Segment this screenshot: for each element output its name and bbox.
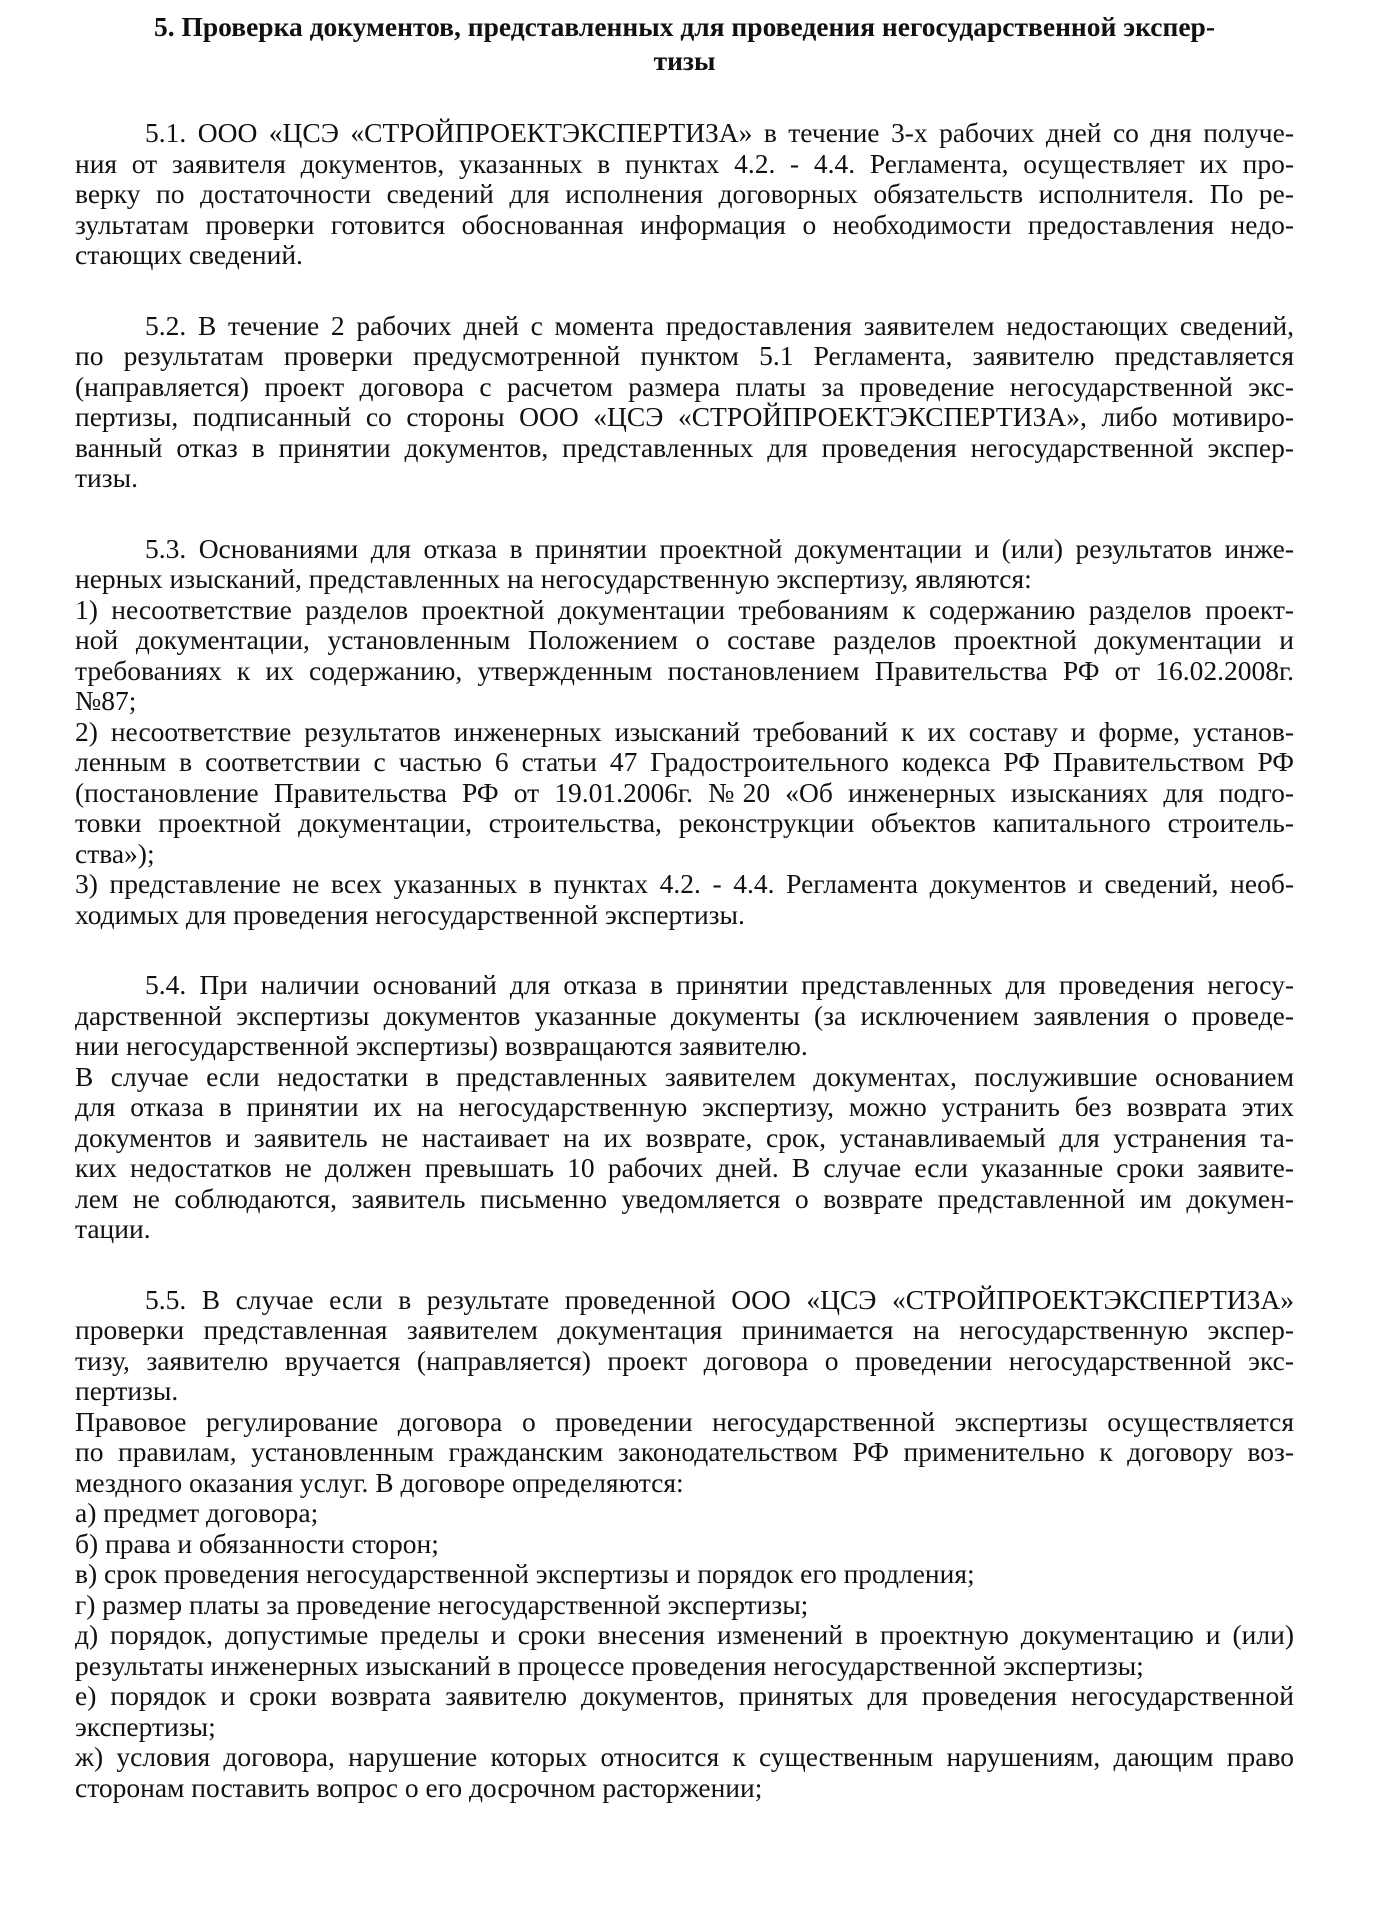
text-line: тации. bbox=[75, 1213, 151, 1244]
paragraph-5-3 bbox=[75, 534, 1294, 931]
list-item-line: е) порядок и сроки возврата заявителю документов, принятых для проведения негосударственной bbox=[75, 1680, 1294, 1711]
text-line: 5.2. В течение 2 рабочих дней с момента предоставления заявителем недостающих сведений, bbox=[145, 309, 1294, 341]
text-line: тизы. bbox=[75, 462, 138, 493]
list-item-line: 3) представление не всех указанных в пунктах 4.2. - 4.4. Регламента документов и сведений, необ- bbox=[75, 868, 1294, 899]
text-line: нерных изысканий, представленных на негосударственную экспертизу, являются: bbox=[75, 563, 1032, 594]
text-line: ких недостатков не должен превышать 10 рабочих дней. В случае если указанные сроки заявите- bbox=[75, 1152, 1294, 1183]
list-item-line: ной документации, установленным Положением о составе разделов проектной документации и bbox=[75, 624, 1294, 655]
text-line: пертизы, подписанный со стороны ООО «ЦСЭ «СТРОЙПРОЕКТЭКСПЕРТИЗА», либо мотивиро- bbox=[75, 401, 1294, 432]
list-item-line: ж) условия договора, нарушение которых относится к существенным нарушениям, дающим право bbox=[75, 1741, 1294, 1772]
list-item-line: экспертизы; bbox=[75, 1710, 216, 1742]
text-line: нии негосударственной экспертизы) возвращаются заявителю. bbox=[75, 1030, 808, 1061]
list-item-line: требованиях к их содержанию, утвержденным постановлением Правительства РФ от 16.02.2008г. bbox=[75, 654, 1294, 686]
list-item-line: в) срок проведения негосударственной экспертизы и порядок его продления; bbox=[75, 1558, 975, 1589]
list-item-line: ленным в соответствии с частью 6 статьи 47 Градостроительного кодекса РФ Правительством РФ bbox=[75, 746, 1294, 777]
text-line: ния от заявителя документов, указанных в пунктах 4.2. - 4.4. Регламента, осуществляет их про- bbox=[75, 147, 1294, 179]
list-item-line: результаты инженерных изысканий в процессе проведения негосударственной экспертизы; bbox=[75, 1649, 1144, 1681]
list-item-line: (постановление Правительства РФ от 19.01.2006г. №20 «Об инженерных изысканиях для подго- bbox=[75, 776, 1294, 808]
text-line: по результатам проверки предусмотренной пунктом 5.1 Регламента, заявителю представляется bbox=[75, 340, 1294, 371]
list-item-line: г) размер платы за проведение негосударственной экспертизы; bbox=[75, 1588, 809, 1620]
text-line: верку по достаточности сведений для исполнения договорных обязательств исполнителя. По ре- bbox=[75, 178, 1294, 209]
paragraph-5-5 bbox=[75, 1285, 1294, 1804]
paragraph-5-4 bbox=[75, 970, 1294, 1245]
text-line: документов и заявитель не настаивает на их возврате, срок, устанавливаемый для устранения та- bbox=[75, 1121, 1294, 1153]
list-item-line: 1) несоответствие разделов проектной документации требованиям к содержанию разделов проект- bbox=[75, 593, 1294, 625]
text-line: проверки представленная заявителем документация принимается на негосударственную экспер- bbox=[75, 1314, 1294, 1345]
text-line: мездного оказания услуг. В договоре определяются: bbox=[75, 1466, 684, 1498]
list-item-line: сторонам поставить вопрос о его досрочном расторжении; bbox=[75, 1771, 763, 1803]
list-item-line: а) предмет договора; bbox=[75, 1497, 319, 1528]
heading-line-2: тизы bbox=[653, 45, 716, 76]
list-item-line: д) порядок, допустимые пределы и сроки внесения изменений в проектную документацию и (или) bbox=[75, 1619, 1294, 1650]
text-line: 5.4. При наличии оснований для отказа в принятии представленных для проведения негосу- bbox=[145, 969, 1294, 1000]
list-item-line: №87; bbox=[75, 685, 137, 716]
text-line: по правилам, установленным гражданским законодательством РФ применительно к договору воз- bbox=[75, 1436, 1294, 1467]
list-item-line: б) права и обязанности сторон; bbox=[75, 1527, 439, 1559]
text-line: 5.5. В случае если в результате проведенной ООО «ЦСЭ «СТРОЙПРОЕКТЭКСПЕРТИЗА» bbox=[145, 1283, 1294, 1315]
text-line: тизу, заявителю вручается (направляется) проект договора о проведении негосударственной экс- bbox=[75, 1344, 1294, 1376]
list-item-line: ходимых для проведения негосударственной экспертизы. bbox=[75, 898, 745, 930]
text-line: 5.3. Основаниями для отказа в принятии проектной документации и (или) результатов инже- bbox=[145, 532, 1294, 564]
list-item-line: 2) несоответствие результатов инженерных изысканий требований к их составу и форме, установ- bbox=[75, 715, 1294, 747]
text-line: дарственной экспертизы документов указанные документы (за исключением заявления о проведе- bbox=[75, 999, 1294, 1031]
text-line: зультатам проверки готовится обоснованная информация о необходимости предоставления недо- bbox=[75, 208, 1294, 240]
section-heading bbox=[75, 10, 1294, 78]
list-item-line: товки проектной документации, строительства, реконструкции объектов капитального строитель- bbox=[75, 807, 1294, 838]
list-item-line: ства»); bbox=[75, 837, 155, 869]
text-line: (направляется) проект договора с расчетом размера платы за проведение негосударственной экс- bbox=[75, 370, 1294, 402]
text-line: для отказа в принятии их на негосударственную экспертизу, можно устранить без возврата этих bbox=[75, 1091, 1294, 1122]
paragraph-5-2 bbox=[75, 311, 1294, 494]
text-line: 5.1. ООО «ЦСЭ «СТРОЙПРОЕКТЭКСПЕРТИЗА» в течение 3-х рабочих дней со дня получе- bbox=[145, 117, 1294, 148]
text-line: лем не соблюдаются, заявитель письменно уведомляется о возврате представленной им докумен- bbox=[75, 1182, 1294, 1214]
text-line: ванный отказ в принятии документов, представленных для проведения негосударственной экспер- bbox=[75, 431, 1294, 463]
text-line: стающих сведений. bbox=[75, 239, 303, 270]
text-line: Правовое регулирование договора о проведении негосударственной экспертизы осуществляется bbox=[75, 1405, 1294, 1437]
text-line: пертизы. bbox=[75, 1375, 179, 1406]
paragraph-5-1 bbox=[75, 118, 1294, 271]
heading-line-1: 5. Проверка документов, представленных для проведения негосударственной экспер- bbox=[153, 11, 1215, 42]
text-line: В случае если недостатки в представленных заявителем документах, послужившие основанием bbox=[75, 1060, 1294, 1092]
